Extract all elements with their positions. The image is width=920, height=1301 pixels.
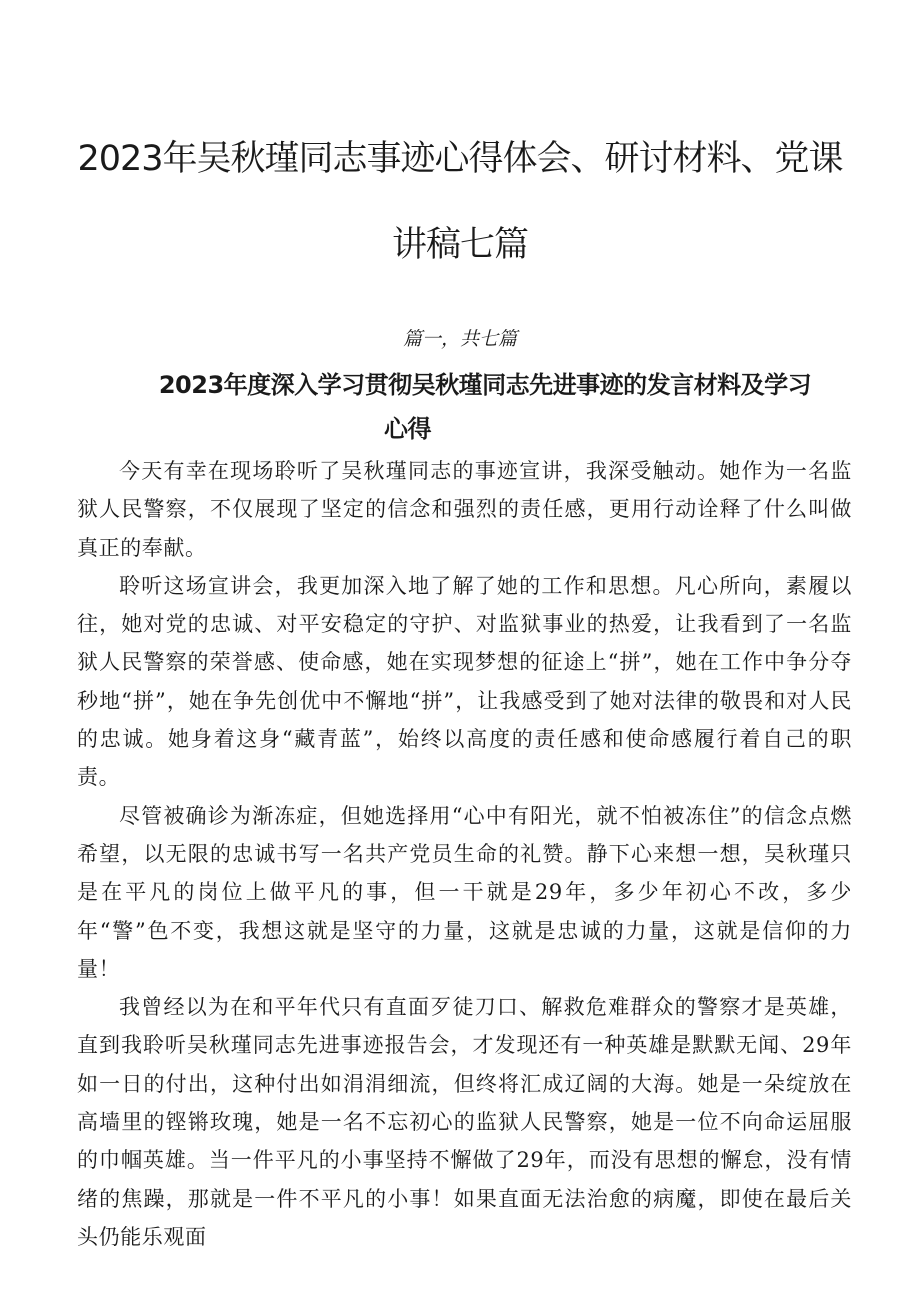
section-title-line-1: 2023年度深入学习贯彻吴秋瑾同志先进事迹的发言材料及学习: [158, 371, 812, 399]
document-title-line-1: 2023年吴秋瑾同志事迹心得体会、研讨材料、党课: [77, 139, 843, 179]
paragraph: 我曾经以为在和平年代只有直面歹徒刀口、解救危难群众的警察才是英雄，直到我聆听吴秋瑾同志先进事迹报告会，才发现还有一种英雄是默默无闻、29年如一日的付出，这种付出如涓涓细流，但终将汇成辽阔的大海。她是一朵绽放在高墙里的铿锵玫瑰，她是一名不忘初心的监狱人民警察，她是一位不向命运屈服的巾帼英雄。当一件平凡的小事坚持不懈做了29年，而没有思想的懈怠，没有情绪的焦躁，那就是一件不平凡的小事！如果直面无法治愈的病魔，即使在最后关头仍能乐观面: [77, 995, 852, 1249]
chapter-label: 篇一，共七篇: [402, 328, 517, 350]
document-title-line-2: 讲稿七篇: [391, 225, 528, 265]
paragraph: 聆听这场宣讲会，我更加深入地了解了她的工作和思想。凡心所向，素履以往，她对党的忠诚、对平安稳定的守护、对监狱事业的热爱，让我看到了一名监狱人民警察的荣誉感、使命感，她在实现梦想的征途上“拼”，她在工作中争分夺秒地“拼”，她在争先创优中不懈地“拼”，让我感受到了她对法律的敬畏和对人民的忠诚。她身着这身“藏青蓝”，始终以高度的责任感和使命感履行着自己的职责。: [77, 573, 852, 790]
paragraph: 尽管被确诊为渐冻症，但她选择用“心中有阳光，就不怕被冻住”的信念点燃希望，以无限的忠诚书写一名共产党员生命的礼赞。静下心来想一想，吴秋瑾只是在平凡的岗位上做平凡的事，但一干就是29年，多少年初心不改，多少年“警”色不变，我想这就是坚守的力量，这就是忠诚的力量，这就是信仰的力量！: [77, 803, 852, 981]
section-title-line-2: 心得: [384, 415, 431, 443]
body-text: [77, 452, 852, 1256]
paragraph: 今天有幸在现场聆听了吴秋瑾同志的事迹宣讲，我深受触动。她作为一名监狱人民警察，不仅展现了坚定的信念和强烈的责任感，更用行动诠释了什么叫做真正的奉献。: [77, 459, 852, 560]
